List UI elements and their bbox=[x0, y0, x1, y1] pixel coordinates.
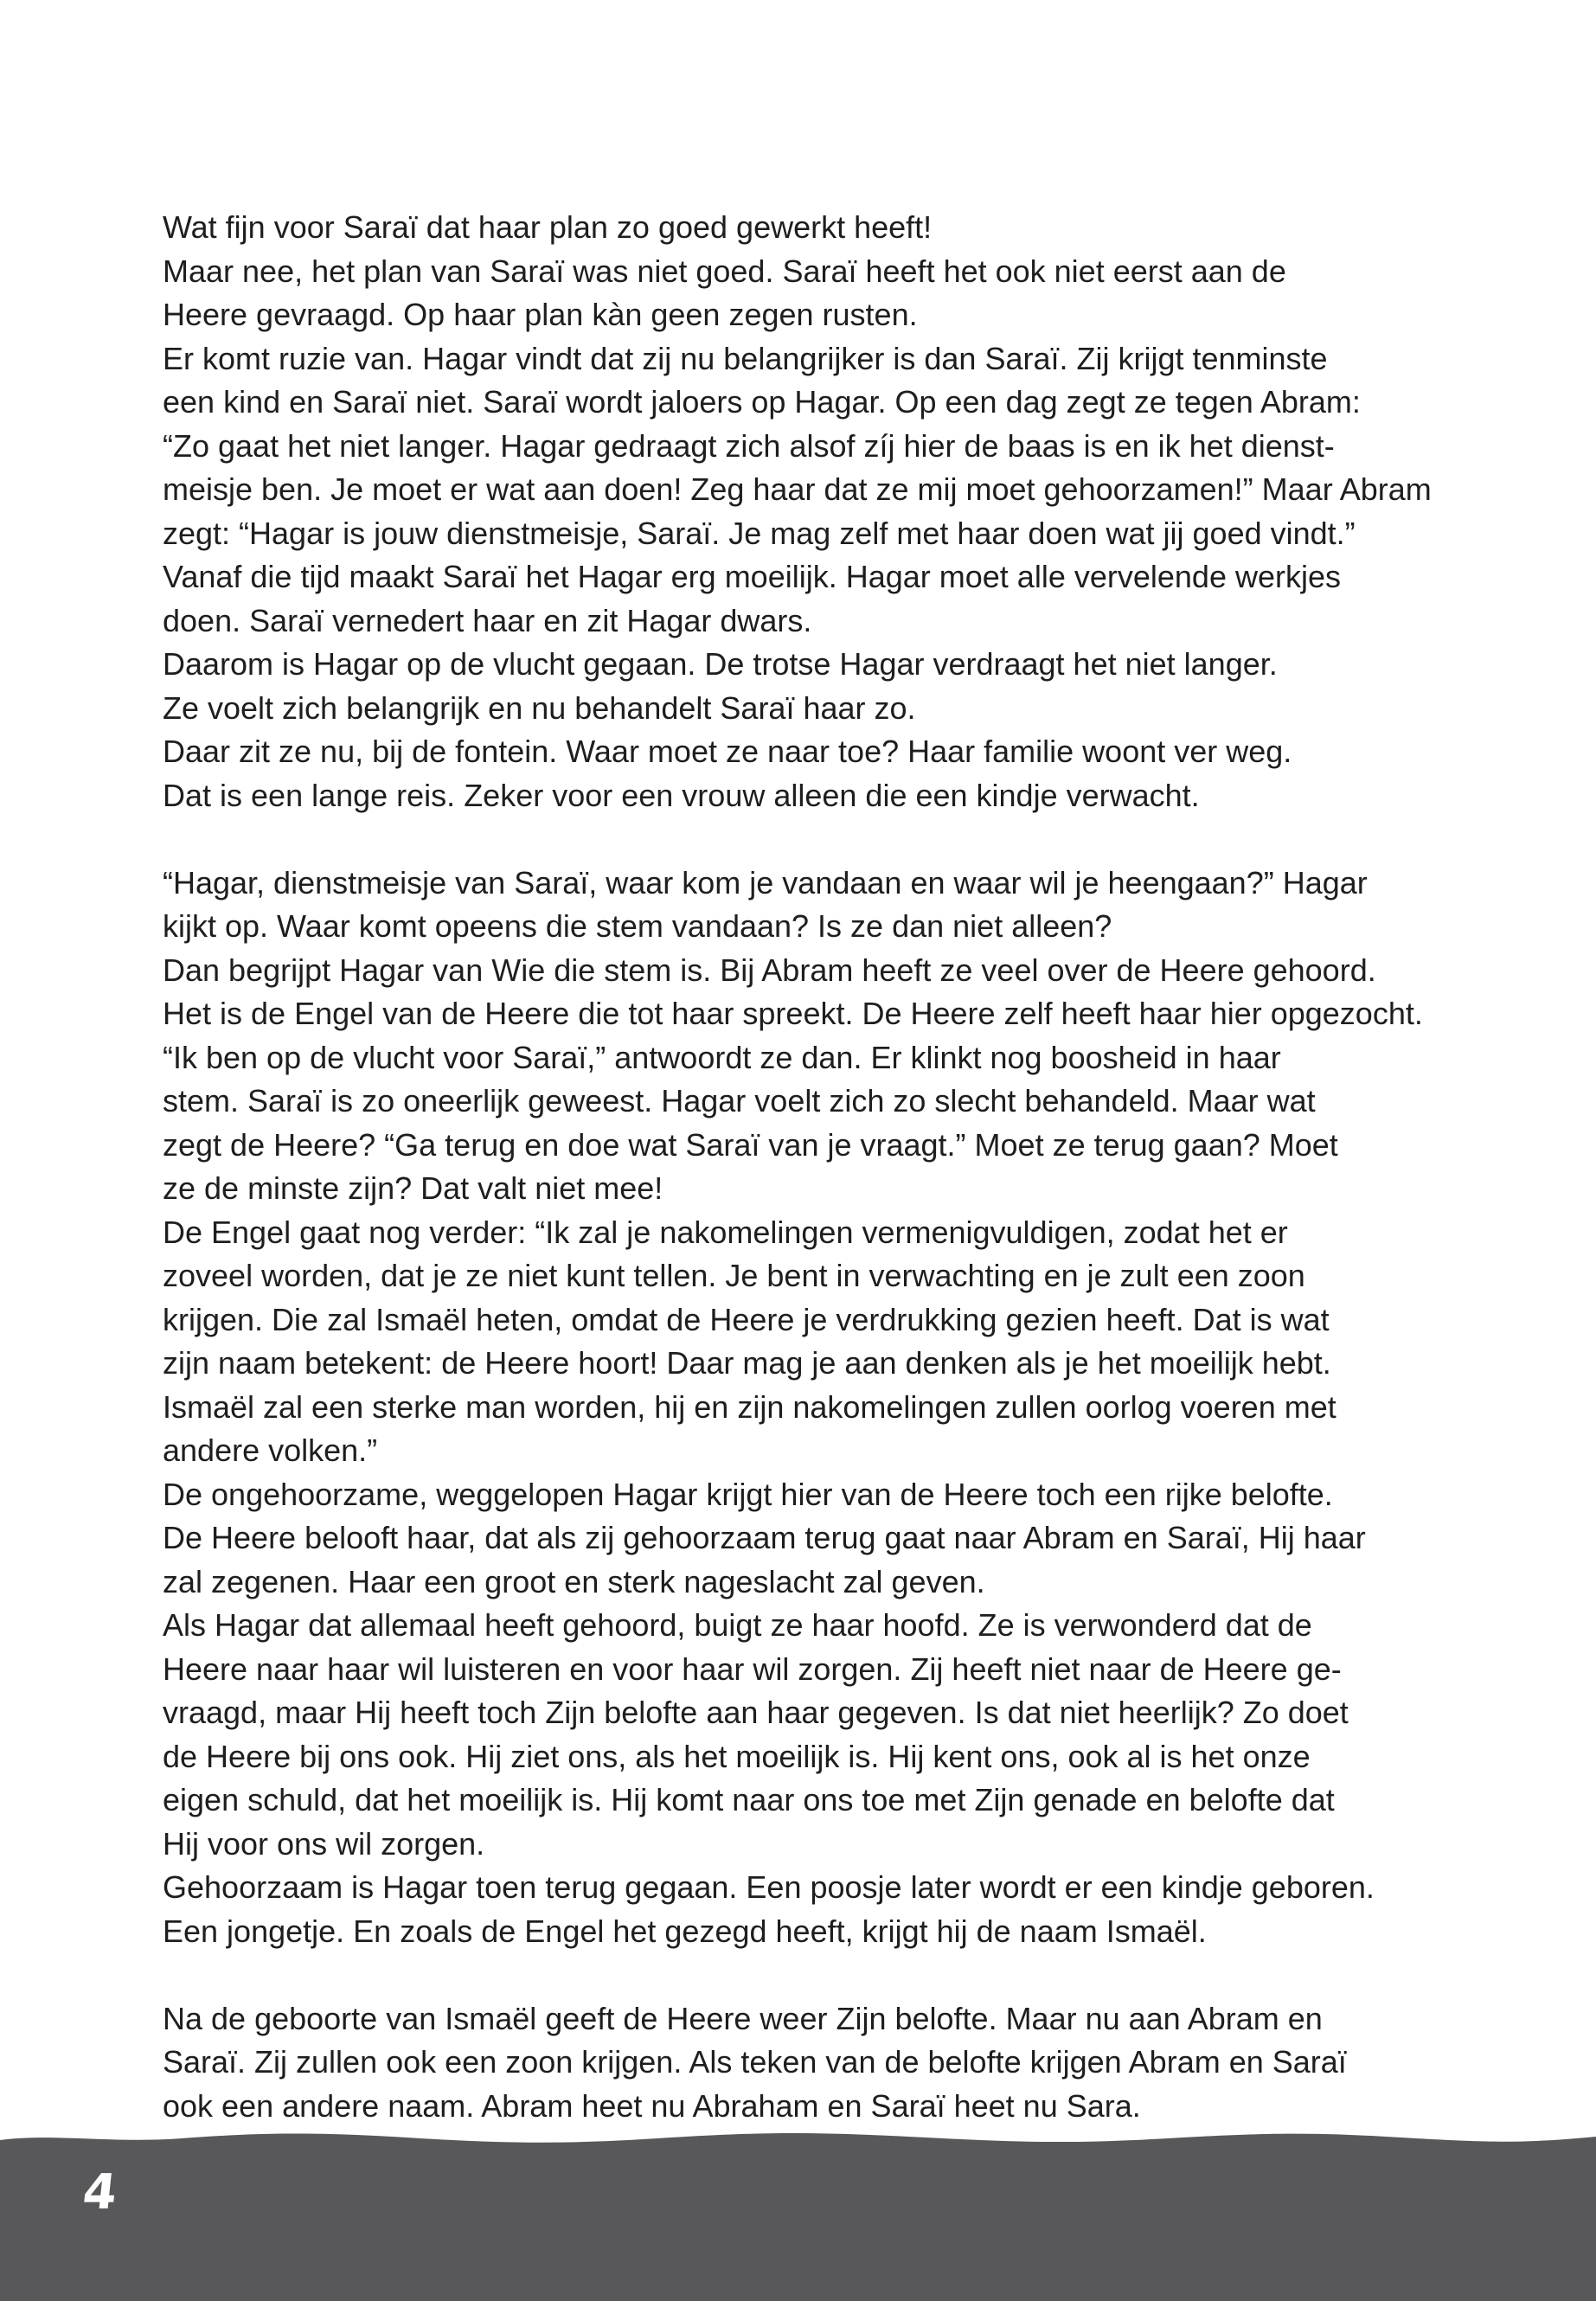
text-line: Als Hagar dat allemaal heeft gehoord, buigt ze haar hoofd. Ze is verwonderd dat de bbox=[163, 1607, 1312, 1643]
story-text bbox=[163, 206, 1443, 2128]
text-line: Het is de Engel van de Heere die tot haar spreekt. De Heere zelf heeft haar hier opgezocht. bbox=[163, 996, 1423, 1031]
text-line: andere volken.” bbox=[163, 1433, 378, 1468]
text-line: Daarom is Hagar op de vlucht gegaan. De trotse Hagar verdraagt het niet langer. bbox=[163, 646, 1278, 682]
text-line: zal zegenen. Haar een groot en sterk nageslacht zal geven. bbox=[163, 1563, 985, 1599]
text-line: krijgen. Die zal Ismaël heten, omdat de Heere je verdrukking gezien heeft. Dat is wat bbox=[163, 1301, 1330, 1337]
text-line: een kind en Saraï niet. Saraï wordt jaloers op Hagar. Op een dag zegt ze tegen Abram: bbox=[163, 384, 1361, 420]
page-number: 4 bbox=[80, 2164, 120, 2221]
text-line: Wat fijn voor Saraï dat haar plan zo goed gewerkt heeft! bbox=[163, 209, 933, 245]
text-line: zegt: “Hagar is jouw dienstmeisje, Saraï. Je mag zelf met haar doen wat jij goed vindt.” bbox=[163, 515, 1356, 551]
text-line: Dan begrijpt Hagar van Wie die stem is. Bij Abram heeft ze veel over de Heere gehoord. bbox=[163, 952, 1376, 988]
text-line: meisje ben. Je moet er wat aan doen! Zeg haar dat ze mij moet gehoorzamen!” Maar Abram bbox=[163, 471, 1432, 507]
text-line: de Heere bij ons ook. Hij ziet ons, als het moeilijk is. Hij kent ons, ook al is het onze bbox=[163, 1738, 1311, 1774]
text-line: De Heere belooft haar, dat als zij gehoorzaam terug gaat naar Abram en Saraï, Hij haar bbox=[163, 1520, 1366, 1555]
text-line: Vanaf die tijd maakt Saraï het Hagar erg moeilijk. Hagar moet alle vervelende werkjes bbox=[163, 559, 1341, 594]
text-line: Saraï. Zij zullen ook een zoon krijgen. Als teken van de belofte krijgen Abram en Saraï bbox=[163, 2044, 1347, 2080]
text-line: ook een andere naam. Abram heet nu Abraham en Saraï heet nu Sara. bbox=[163, 2087, 1141, 2124]
text-line: Heere gevraagd. Op haar plan kàn geen zegen rusten. bbox=[163, 297, 918, 332]
text-line: zegt de Heere? “Ga terug en doe wat Saraï van je vraagt.” Moet ze terug gaan? Moet bbox=[163, 1126, 1338, 1163]
paragraph-1 bbox=[163, 206, 1443, 817]
text-line: ze de minste zijn? Dat valt niet mee! bbox=[163, 1170, 663, 1206]
text-line: “Hagar, dienstmeisje van Saraï, waar kom je vandaan en waar wil je heengaan?” Hagar bbox=[163, 864, 1368, 901]
paragraph-2 bbox=[163, 862, 1443, 1954]
text-line: Daar zit ze nu, bij de fontein. Waar moet ze naar toe? Haar familie woont ver weg. bbox=[163, 734, 1292, 769]
text-line: doen. Saraï vernedert haar en zit Hagar dwars. bbox=[163, 602, 812, 638]
text-line: “Ik ben op de vlucht voor Saraï,” antwoordt ze dan. Er klinkt nog boosheid in haar bbox=[163, 1039, 1281, 1075]
text-line: kijkt op. Waar komt opeens die stem vandaan? Is ze dan niet alleen? bbox=[163, 908, 1112, 944]
text-line: Heere naar haar wil luisteren en voor haar wil zorgen. Zij heeft niet naar de Heere ge- bbox=[163, 1650, 1342, 1687]
paragraph-gap bbox=[163, 817, 1443, 862]
text-line: Een jongetje. En zoals de Engel het gezegd heeft, krijgt hij de naam Ismaël. bbox=[163, 1913, 1207, 1949]
paragraph-gap bbox=[163, 1953, 1443, 1997]
text-line: De Engel gaat nog verder: “Ik zal je nakomelingen vermenigvuldigen, zodat het er bbox=[163, 1214, 1288, 1250]
text-line: De ongehoorzame, weggelopen Hagar krijgt hier van de Heere toch een rijke belofte. bbox=[163, 1476, 1333, 1512]
text-line: Er komt ruzie van. Hagar vindt dat zij nu belangrijker is dan Saraï. Zij krijgt tenminste bbox=[163, 340, 1328, 376]
text-line: Dat is een lange reis. Zeker voor een vrouw alleen die een kindje verwacht. bbox=[163, 777, 1200, 813]
text-line: Ismaël zal een sterke man worden, hij en zijn nakomelingen zullen oorlog voeren met bbox=[163, 1388, 1336, 1425]
paragraph-3 bbox=[163, 1997, 1443, 2129]
text-line: zijn naam betekent: de Heere hoort! Daar mag je aan denken als je het moeilijk hebt. bbox=[163, 1345, 1331, 1381]
text-line: stem. Saraï is zo oneerlijk geweest. Hagar voelt zich zo slecht behandeld. Maar wat bbox=[163, 1083, 1316, 1118]
text-line: vraagd, maar Hij heeft toch Zijn belofte aan haar gegeven. Is dat niet heerlijk? Zo doet bbox=[163, 1695, 1349, 1730]
text-line: Hij voor ons wil zorgen. bbox=[163, 1825, 485, 1862]
footer-band bbox=[0, 2121, 1596, 2301]
text-line: Ze voelt zich belangrijk en nu behandelt Saraï haar zo. bbox=[163, 689, 916, 726]
text-line: Na de geboorte van Ismaël geeft de Heere weer Zijn belofte. Maar nu aan Abram en bbox=[163, 2000, 1323, 2036]
footer-band-shape bbox=[0, 2121, 1596, 2301]
text-line: eigen schuld, dat het moeilijk is. Hij komt naar ons toe met Zijn genade en belofte dat bbox=[163, 1782, 1335, 1817]
text-line: Gehoorzaam is Hagar toen terug gegaan. Een poosje later wordt er een kindje geboren. bbox=[163, 1869, 1375, 1905]
text-line: zoveel worden, dat je ze niet kunt tellen. Je bent in verwachting en je zult een zoon bbox=[163, 1258, 1305, 1293]
text-line: Maar nee, het plan van Saraï was niet goed. Saraï heeft het ook niet eerst aan de bbox=[163, 253, 1286, 289]
text-line: “Zo gaat het niet langer. Hagar gedraagt zich alsof zíj hier de baas is en ik het dienst- bbox=[163, 427, 1335, 464]
